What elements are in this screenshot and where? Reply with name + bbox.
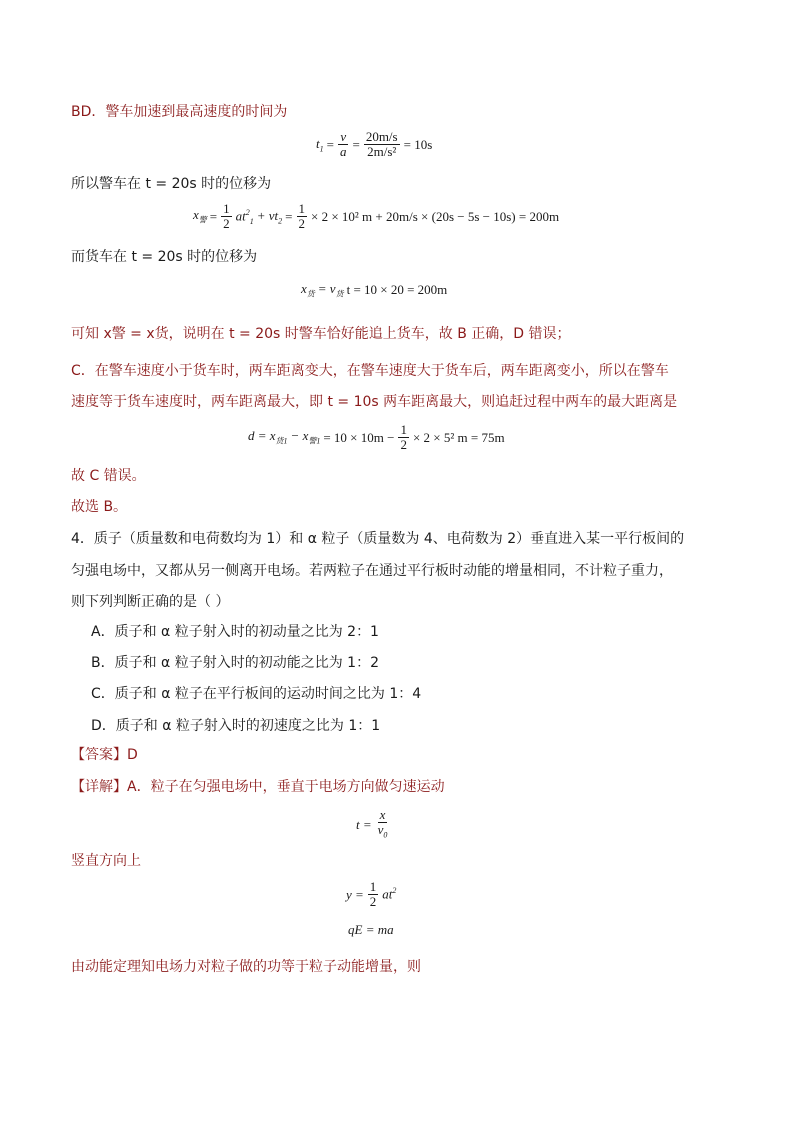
c-line1: C．在警车速度小于货车时，两车距离变大，在警车速度大于货车后，两车距离变小，所以在警车 [71, 363, 669, 379]
accel-denominator: 2m/s² [367, 144, 397, 159]
half-den-2: 2 [298, 216, 305, 231]
x-over-v0 [376, 808, 390, 843]
t1-subscript: 1 [319, 144, 324, 154]
c-line4: 故选 B。 [71, 499, 128, 515]
half-fraction-4 [368, 880, 379, 909]
t1-equals-2: = [352, 136, 360, 152]
d-rest: × 2 × 5² m = 75m [412, 429, 505, 445]
bd-line3: 而货车在 t = 20s 时的位移为 [71, 249, 258, 265]
q4-stem-3: 则下列判断正确的是（ ） [71, 594, 230, 610]
x-police-equals-2: = [285, 208, 293, 224]
x-police-equals: = [209, 208, 218, 224]
bd-line2: 所以警车在 t = 20s 时的位移为 [71, 176, 272, 192]
option-d: D．质子和 α 粒子射入时的初速度之比为 1：1 [91, 718, 381, 734]
t-lhs: t = [356, 817, 372, 833]
x-truck-symbol: x [301, 281, 307, 296]
truck1-subscript: 货1 [275, 436, 288, 446]
bd-header: BD．警车加速到最高速度的时间为 [71, 104, 288, 120]
half-fraction-2 [297, 202, 308, 231]
half-num-4: 1 [369, 879, 377, 894]
q4-stem-1: 4．质子（质量数和电荷数均为 1）和 α 粒子（质量数为 4、电荷数为 2）垂直进入某一平行板间的 [71, 531, 685, 547]
c-line3: 故 C 错误。 [71, 468, 146, 484]
half-num-3: 1 [400, 422, 407, 437]
a-denominator: a [339, 144, 347, 159]
x-police-rest: × 2 × 10² m + 20m/s × (20s − 5s − 10s) = 200m [311, 208, 560, 224]
half-num-2: 1 [298, 201, 305, 216]
x-police-symbol: x [193, 207, 199, 223]
option-b: B．质子和 α 粒子射入时的初动能之比为 1：2 [91, 655, 379, 671]
x-truck-subscript: 货 [306, 289, 315, 299]
at-square-superscript: 2 [392, 886, 397, 896]
detail-text-1: A．粒子在匀强电场中，垂直于电场方向做匀速运动 [127, 779, 445, 795]
formula-qe-ma: qE = ma [348, 922, 394, 937]
vt-term: + vt [256, 207, 279, 223]
d-middle: = 10 × 10m − [323, 429, 395, 445]
half-den-1: 2 [223, 216, 230, 231]
half-den-4: 2 [369, 894, 377, 909]
at-superscript: 2 [245, 207, 250, 217]
at-square-term: at [382, 886, 393, 902]
option-a: A．质子和 α 粒子射入时的初动量之比为 2：1 [91, 624, 379, 640]
answer-line [71, 745, 138, 765]
v-truck-term: = v [317, 281, 336, 296]
answer-value: D [127, 747, 138, 763]
v-numerator: v [340, 129, 347, 144]
half-fraction-3 [398, 423, 409, 452]
vt-subscript: 2 [278, 216, 283, 226]
formula-t1 [316, 130, 432, 159]
minus-x-term: − x [290, 428, 309, 444]
formula-x-truck [301, 281, 447, 300]
x-police-subscript: 警 [198, 215, 207, 225]
half-den-3: 2 [400, 437, 407, 452]
formula-t [356, 808, 390, 843]
detail-line-3: 由动能定理知电场力对粒子做的功等于粒子动能增量，则 [71, 959, 421, 975]
c-line2: 速度等于货车速度时，两车距离最大，即 t = 10s 两车距离最大，则追赶过程中两车的最大距离是 [71, 394, 678, 410]
v0-symbol: v [377, 822, 384, 837]
t1-equals: = [326, 136, 334, 152]
formula-y [346, 880, 396, 909]
t1-symbol: t [316, 135, 320, 151]
t1-result: = 10s [403, 136, 433, 152]
option-c: C．质子和 α 粒子在平行板间的运动时间之比为 1：4 [91, 686, 422, 702]
speed-numerator: 20m/s [365, 129, 398, 144]
bd-conclusion: 可知 x警 = x货，说明在 t = 20s 时警车恰好能追上货车，故 B 正确，D 错误； [71, 326, 571, 342]
detail-label: 【详解】 [71, 779, 127, 795]
x-truck-rest: t = 10 × 20 = 200m [346, 282, 448, 298]
answer-label: 【答案】 [71, 747, 127, 763]
half-num-1: 1 [223, 201, 230, 216]
detail-line-1 [71, 777, 445, 797]
formula-d [248, 423, 505, 452]
formula-x-police [193, 202, 559, 231]
at-term: at [235, 207, 246, 223]
y-lhs: y = [346, 886, 364, 902]
speed-over-accel [364, 130, 400, 159]
at-subscript: 1 [249, 216, 254, 226]
d-x-term: d = x [248, 428, 276, 444]
v-truck-subscript: 货 [335, 289, 344, 299]
v-over-a [338, 130, 349, 159]
police1-subscript: 警1 [308, 436, 321, 446]
detail-line-2: 竖直方向上 [71, 853, 141, 869]
half-fraction-1 [221, 202, 232, 231]
x-numerator: x [379, 807, 386, 822]
v0-subscript: 0 [383, 830, 388, 840]
q4-stem-2: 匀强电场中，又都从另一侧离开电场。若两粒子在通过平行板时动能的增量相同，不计粒子重力， [71, 563, 673, 579]
